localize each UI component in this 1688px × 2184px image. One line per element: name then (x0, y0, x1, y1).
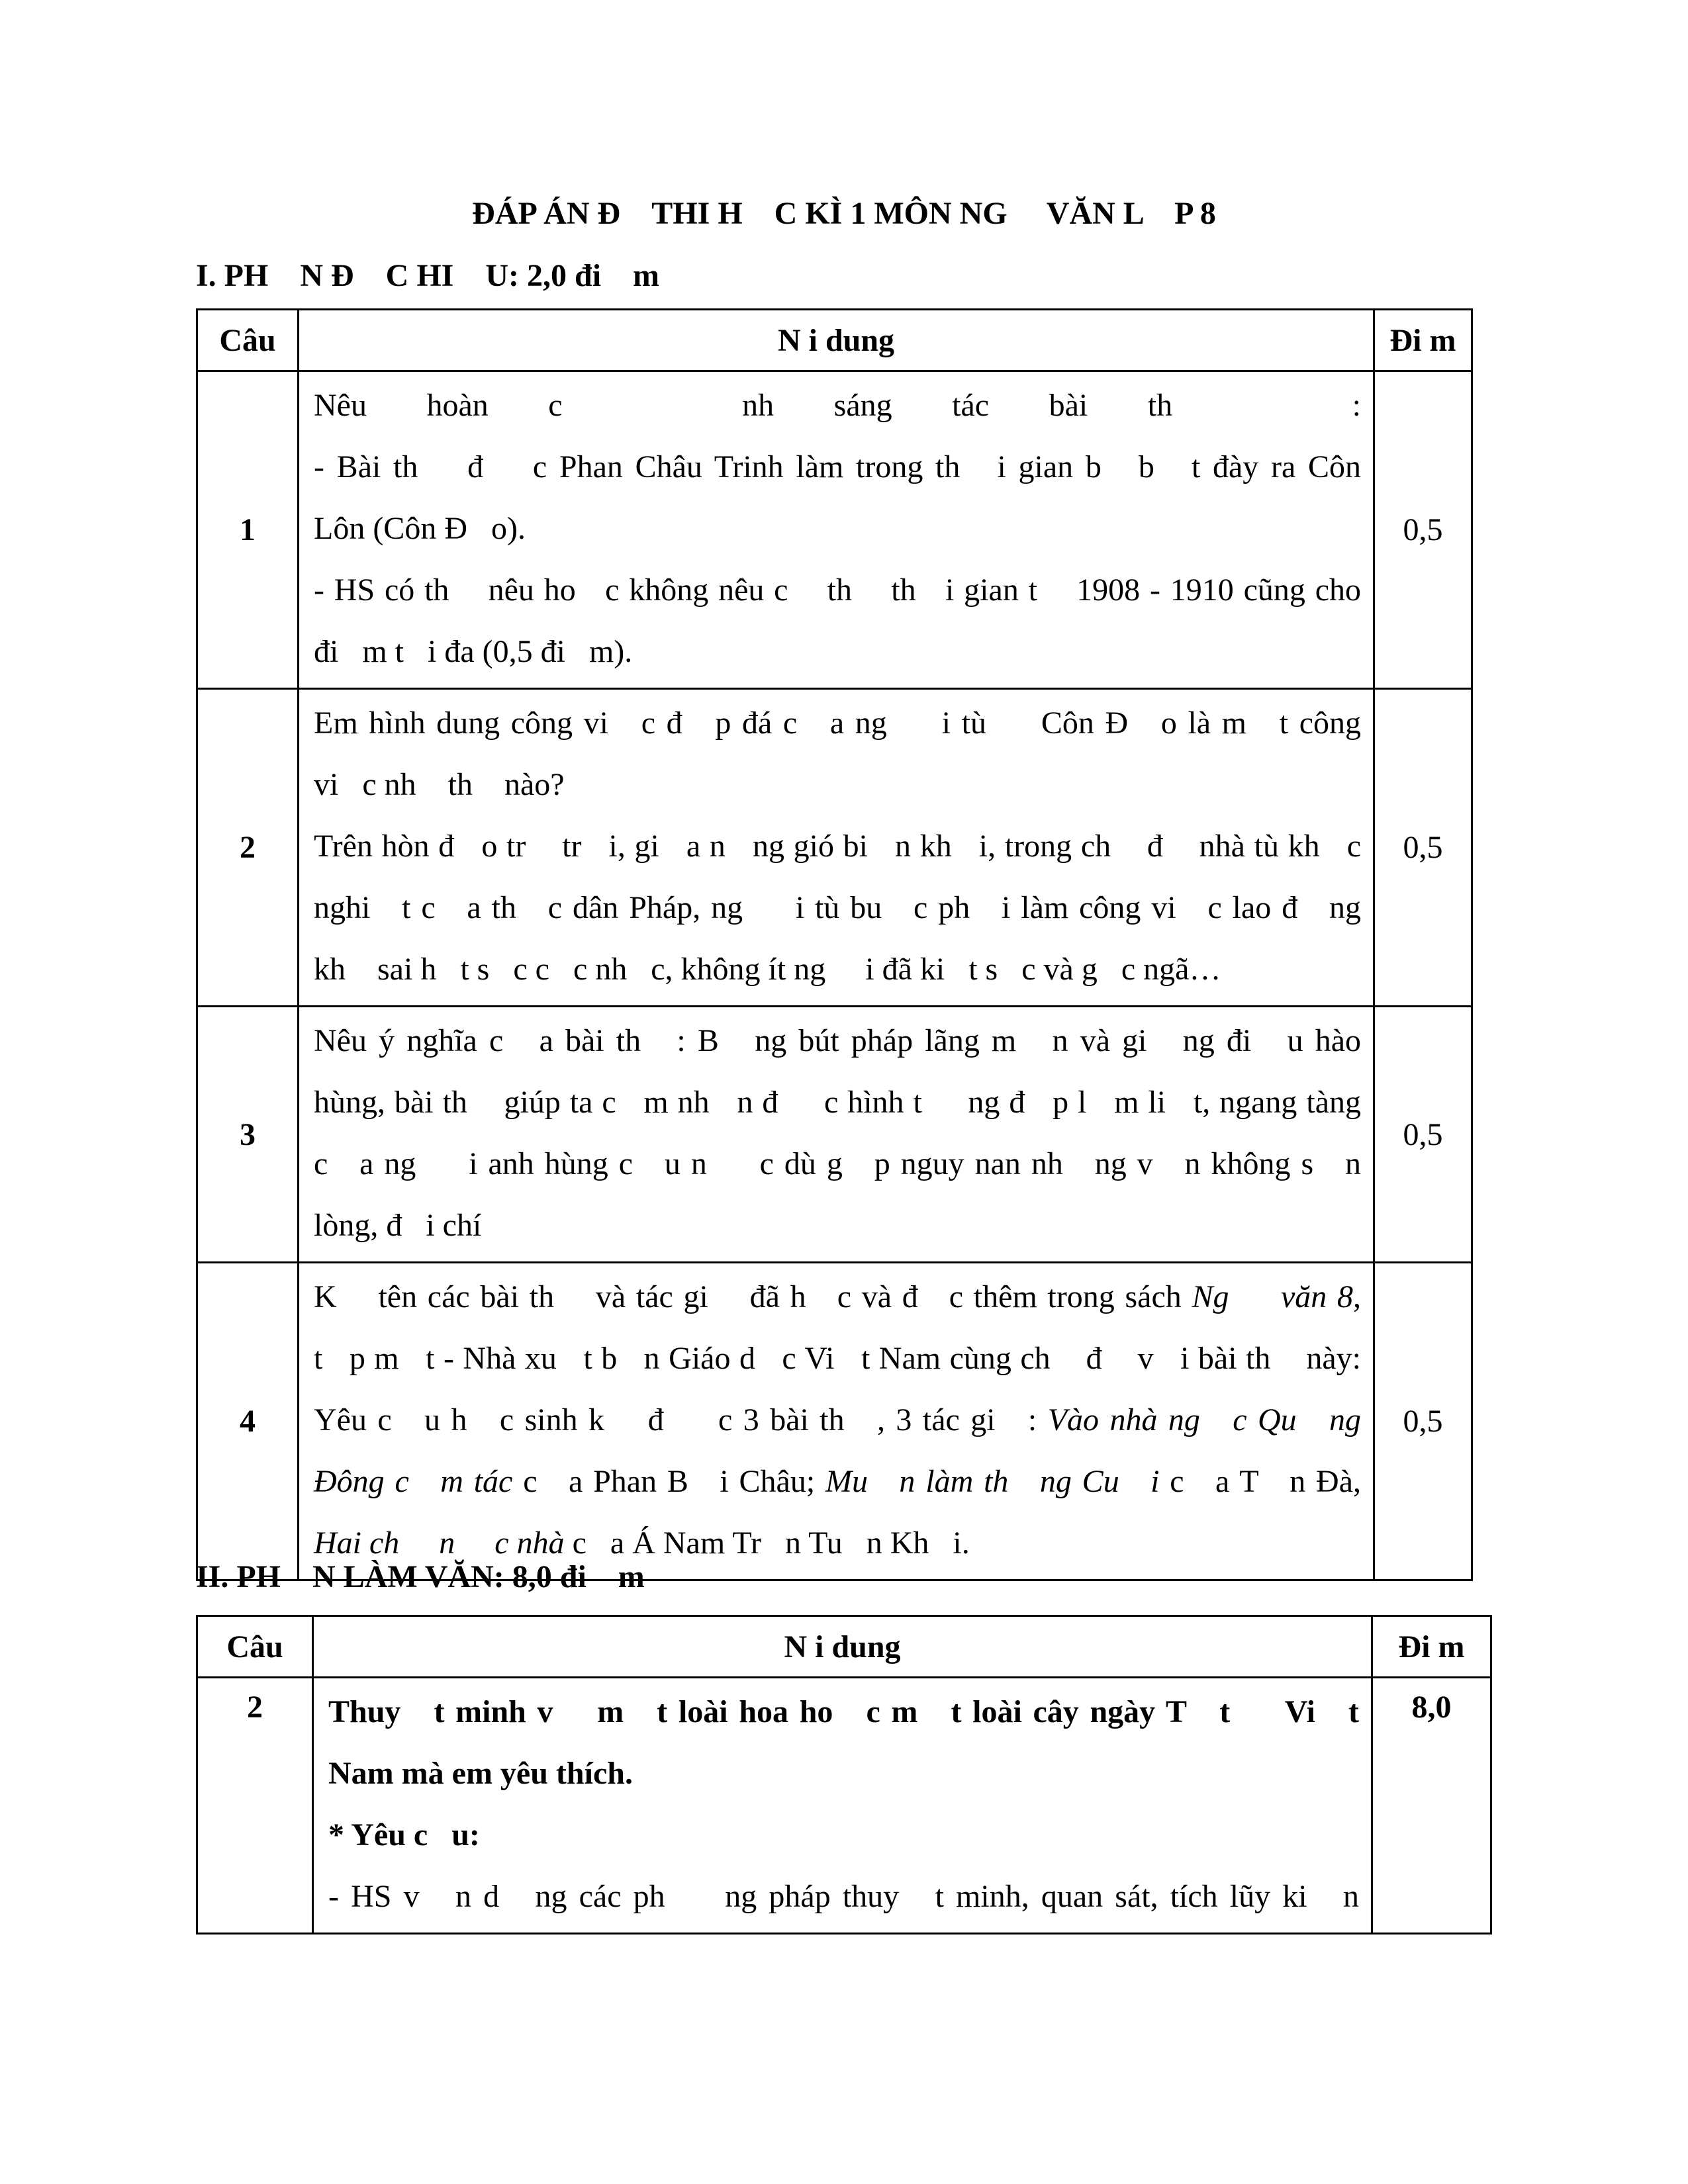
content-line: vi c nh th nào? (314, 767, 565, 802)
answer-table-part-1 (196, 308, 1473, 1581)
section-1-heading: I. PH N Đ C HI U: 2,0 đi m (196, 258, 660, 293)
header-noi-dung: N i dung (313, 1616, 1372, 1678)
table-row (197, 1263, 1472, 1580)
content-line: Đông c m tác c a Phan B i Châu; Mu n làm th ng Cu i c a T n Đà, (314, 1464, 1362, 1499)
content-line: * Yêu c u: (328, 1817, 480, 1852)
question-number: 2 (197, 1678, 313, 1934)
content-line: hùng, bài th giúp ta c m nh n đ c hình t ng đ p l m li t, ngang tàng (314, 1085, 1361, 1120)
header-diem: Đi m (1374, 310, 1472, 371)
content-line: Hai ch n c nhà c a Á Nam Tr n Tu n Kh i. (314, 1525, 970, 1561)
table-row (197, 371, 1472, 689)
content-line: lòng, đ i chí (314, 1208, 482, 1243)
question-number: 4 (197, 1263, 299, 1580)
answer-table-part-2 (196, 1615, 1492, 1934)
question-number: 3 (197, 1007, 299, 1263)
content-line: Lôn (Côn Đ o). (314, 511, 526, 546)
content-line: - Bài th đ c Phan Châu Trinh làm trong th i gian b b t đày ra Côn (314, 449, 1361, 484)
content-line: Em hình dung công vi c đ p đá c a ng i tù Côn Đ o là m t công (314, 705, 1361, 741)
content-line: c a ng i anh hùng c u n c dù g p nguy nan nh ng v n không s n (314, 1146, 1361, 1181)
table-row (197, 689, 1472, 1007)
content-line: đi m t i đa (0,5 đi m). (314, 634, 633, 669)
question-number: 2 (197, 689, 299, 1007)
score: 0,5 (1374, 689, 1472, 1007)
score: 0,5 (1374, 1007, 1472, 1263)
question-number: 1 (197, 371, 299, 689)
score: 8,0 (1372, 1678, 1491, 1934)
header-cau: Câu (197, 310, 299, 371)
header-cau: Câu (197, 1616, 313, 1678)
table-row (197, 1007, 1472, 1263)
answer-content (299, 1263, 1374, 1580)
content-line: nghi t c a th c dân Pháp, ng i tù bu c ph i làm công vi c lao đ ng (314, 890, 1361, 925)
content-line: Yêu c u h c sinh k đ c 3 bài th , 3 tác gi : Vào nhà ng c Qu ng (314, 1402, 1361, 1437)
table-row (197, 1678, 1491, 1934)
content-line: kh sai h t s c c c nh c, không ít ng i đã ki t s c và g c ngã… (314, 952, 1221, 987)
answer-content (299, 371, 1374, 689)
content-line: Trên hòn đ o tr tr i, gi a n ng gió bi n kh i, trong ch đ nhà tù kh c (314, 829, 1361, 864)
score: 0,5 (1374, 371, 1472, 689)
content-line: K tên các bài th và tác gi đã h c và đ c thêm trong sách Ng văn 8, (314, 1279, 1361, 1314)
table-header-row (197, 1616, 1491, 1678)
section-2-heading: II. PH N LÀM VĂN: 8,0 đi m (196, 1559, 645, 1594)
content-line: Nêu ý nghĩa c a bài th : B ng bút pháp lãng m n và gi ng đi u hào (314, 1023, 1361, 1058)
content-line: Nêu hoàn c nh sáng tác bài th : (314, 388, 1361, 423)
content-line: - HS v n d ng các ph ng pháp thuy t minh, quan sát, tích lũy ki n (328, 1879, 1359, 1914)
answer-content (313, 1678, 1372, 1934)
header-diem: Đi m (1372, 1616, 1491, 1678)
score: 0,5 (1374, 1263, 1472, 1580)
content-line: - HS có th nêu ho c không nêu c th th i gian t 1908 - 1910 cũng cho (314, 572, 1361, 608)
header-noi-dung: N i dung (299, 310, 1374, 371)
answer-content (299, 689, 1374, 1007)
answer-content (299, 1007, 1374, 1263)
table-header-row (197, 310, 1472, 371)
content-line: Nam mà em yêu thích. (328, 1756, 633, 1791)
content-line: Thuy t minh v m t loài hoa ho c m t loài cây ngày T t Vi t (328, 1694, 1359, 1729)
document-title: ĐÁP ÁN Đ THI H C KÌ 1 MÔN NG VĂN L P 8 (472, 196, 1216, 231)
content-line: t p m t - Nhà xu t b n Giáo d c Vi t Nam cùng ch đ v i bài th này: (314, 1341, 1361, 1376)
